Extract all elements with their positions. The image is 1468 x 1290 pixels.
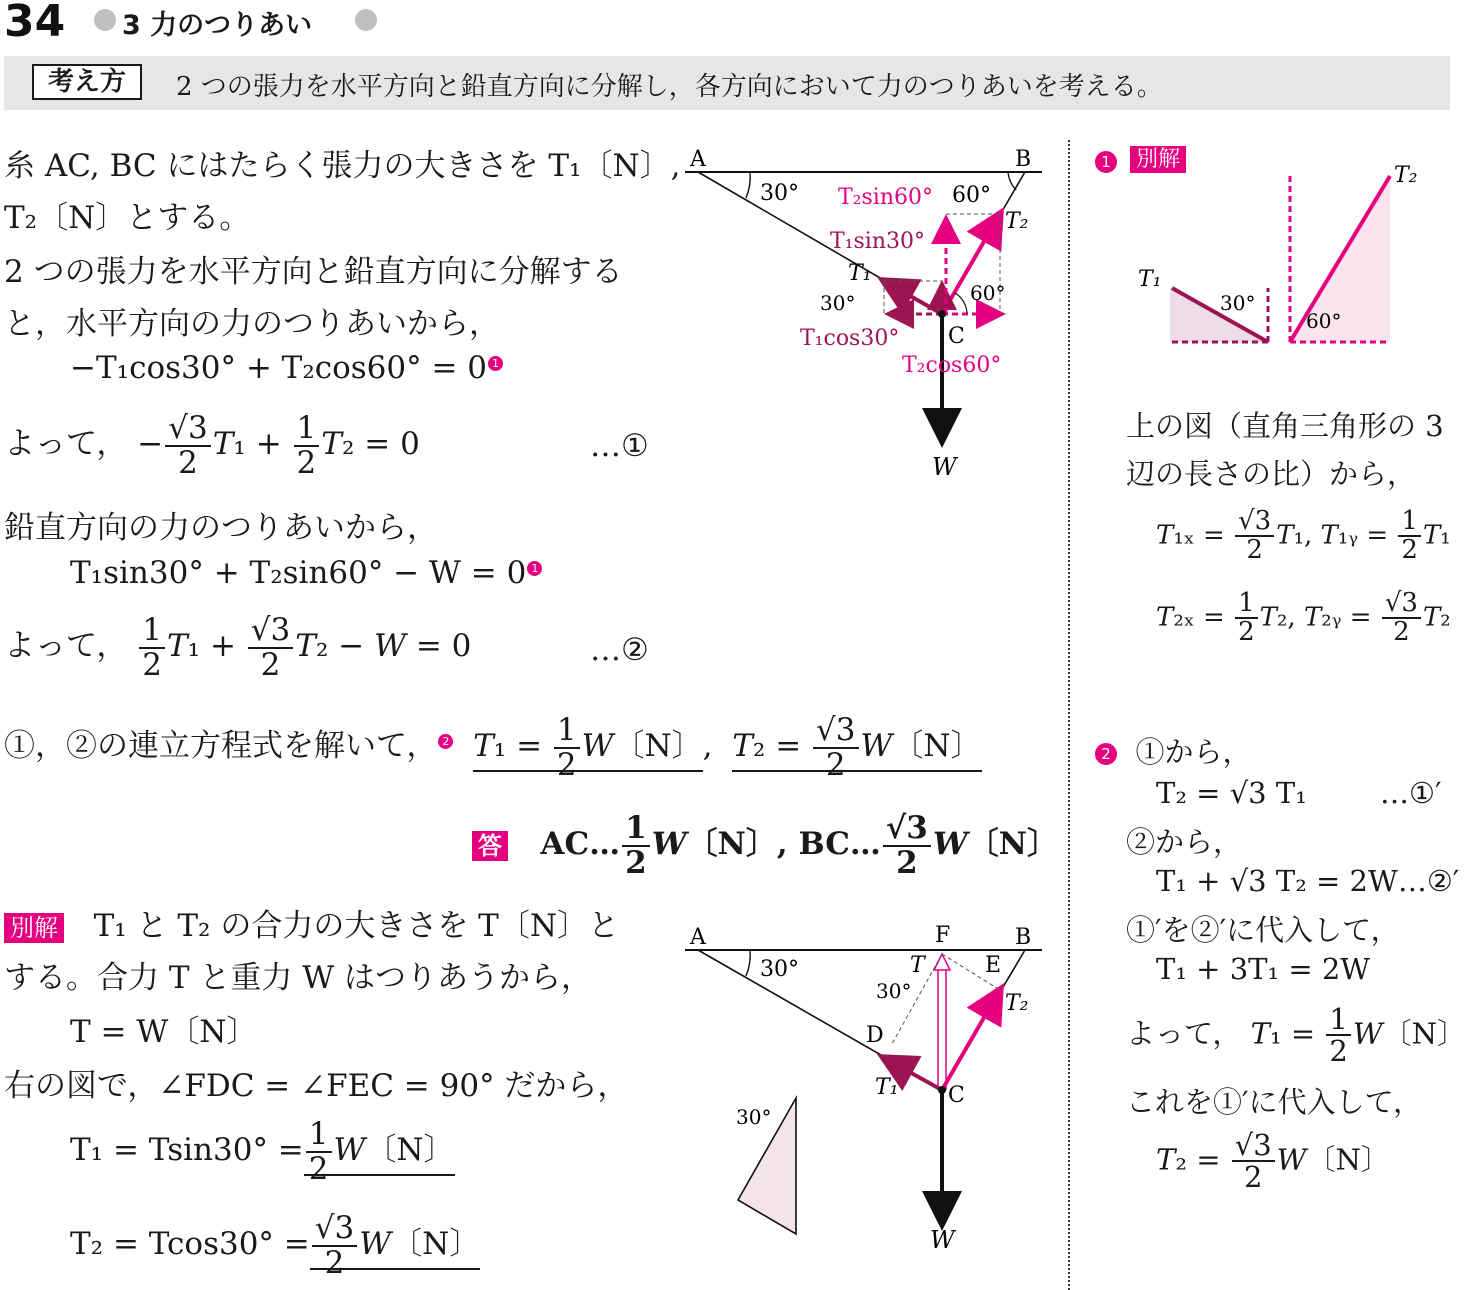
side-label-60: 60° <box>1306 309 1342 333</box>
yotte-label-2: よって， <box>4 628 128 665</box>
d2-label-b: B <box>1015 925 1032 950</box>
problem-number: 34 <box>4 0 66 47</box>
side-marker-1: 1 <box>1095 151 1117 173</box>
label-ang30: 30° <box>760 181 799 206</box>
main-p3: 2 つの張力を水平方向と鉛直方向に分解する <box>4 254 623 290</box>
force-diagram-2 <box>680 918 1060 1258</box>
alt-text-1: T₁ と T₂ の合力の大きさを T〔N〕と <box>93 908 619 944</box>
fraction-1-2: $\frac{1}{2}$ <box>294 412 320 479</box>
side2-eq3: T₁ + 3T₁ = 2W <box>1156 952 1371 986</box>
alt-badge: 別解 <box>4 913 64 943</box>
label-t2sin: T₂sin60° <box>838 185 933 210</box>
equation-ref-2: …② <box>590 632 649 668</box>
answer-line: 答 AC… $\frac{1}{2}$ W〔N〕, BC… $\frac{√3}{2}$ W〔N〕 <box>472 812 1058 879</box>
d2-label-t2: T₂ <box>1005 991 1029 1016</box>
d2-label-a: A <box>690 925 706 950</box>
side2-p1 <box>1094 730 1251 771</box>
alt-p2: する。合力 T と重力 W はつりあうから， <box>4 960 592 996</box>
main-p2: T₂〔N〕とする。 <box>4 200 251 236</box>
side2-p3: ①′を②′に代入して， <box>1126 913 1400 947</box>
alt-p4: 右の図で，∠FDC = ∠FEC = 90° だから， <box>4 1068 629 1104</box>
side2-p5: これを①′に代入して， <box>1126 1085 1423 1119</box>
vertical-equation-text: T₁sin30° + T₂sin60° − W = 0 <box>70 555 527 591</box>
answer-ac: AC… <box>540 826 621 863</box>
approach-label: 考え方 <box>32 64 142 100</box>
alt-eq-t1-text: T₁ = Tsin30° = <box>70 1132 304 1169</box>
d2-label-d: D <box>866 1023 884 1048</box>
label-t2: T₂ <box>1005 209 1029 234</box>
alt-eq-t2-text: T₂ = Tcos30° = <box>70 1226 310 1263</box>
approach-text: 2 つの張力を水平方向と鉛直方向に分解し，各方向において力のつりあいを考える。 <box>176 72 1163 102</box>
d2-label-c: C <box>948 1083 965 1108</box>
label-c: C <box>948 324 965 349</box>
t1-arrow <box>884 281 942 314</box>
label-t1: T₁ <box>848 261 872 286</box>
force-diagram-1 <box>680 140 1060 490</box>
alt-p1 <box>4 900 619 945</box>
side1-badge: 別解 <box>1130 146 1186 173</box>
solve-intro: ①，②の連立方程式を解いて， <box>4 728 438 765</box>
d2-label-ang30b: 30° <box>876 979 912 1003</box>
label-t1sin: T₁sin30° <box>830 229 925 254</box>
answer-bc: BC… <box>798 826 881 863</box>
header-bullet-right <box>355 9 377 31</box>
label-ang60b: 60° <box>970 281 1006 305</box>
horizontal-equation-text: −T₁cos30° + T₂cos60° = 0 <box>70 350 488 386</box>
solution-t1: T₁ = $\frac{1}{2}$ W〔N〕 <box>473 712 703 783</box>
side2-p4: よって， T₁ = $\frac{1}{2}$ W〔N〕 <box>1126 1002 1467 1069</box>
side-marker-2: 2 <box>1095 743 1117 765</box>
label-t2cos: T₂cos60° <box>902 353 1002 378</box>
side1-eq-b: T₂ₓ = $\frac{1}{2}$ T₂, T₂ᵧ = $\frac{√3}{2}$ T₂ <box>1156 588 1451 648</box>
resultant-t-arrow <box>934 954 950 970</box>
side2-eq2: T₁ + √3 T₂ = 2W…②′ <box>1156 864 1460 898</box>
side-label-30: 30° <box>1220 291 1256 315</box>
solve-line: ①，②の連立方程式を解いて， 2 T₁ = $\frac{1}{2}$ W〔N〕, T₂ = $\frac{√3}{2}$ W〔N〕 <box>4 712 982 783</box>
chapter-title: 3 力のつりあい <box>122 10 313 41</box>
side1-p1: 上の図（直角三角形の 3 <box>1126 409 1444 443</box>
header-bullet-left <box>94 9 116 31</box>
side2-p4-text: よって， <box>1126 1016 1242 1051</box>
eq-line-2: よって， $\frac{1}{2}$ T₁ + $\frac{√3}{2}$ T₂ − W = 0 <box>4 612 472 683</box>
main-p1: 糸 AC, BC にはたらく張力の大きさを T₁〔N〕, <box>4 148 681 184</box>
equation-ref-1: …① <box>590 428 649 464</box>
side2-p2: ②から， <box>1126 825 1243 859</box>
solution-t2: T₂ = $\frac{√3}{2}$ W〔N〕 <box>732 712 982 783</box>
side-label-t2: T₂ <box>1394 163 1418 188</box>
d2-label-w: W <box>930 1226 955 1254</box>
approach-box <box>4 56 1450 110</box>
column-divider <box>1068 140 1070 1290</box>
label-a: A <box>690 147 706 172</box>
d2-label-ang30: 30° <box>760 957 799 982</box>
alt-eq-t1: T₁ = Tsin30° = $\frac{1}{2}$ W〔N〕 <box>70 1116 455 1187</box>
answer-badge: 答 <box>472 831 508 861</box>
d2-label-e: E <box>985 953 1002 978</box>
side1-p2: 辺の長さの比）から， <box>1126 457 1417 491</box>
eq-line-1: よって， − $\frac{√3}{2}$ T₁ + $\frac{1}{2}$ T₂ = 0 <box>4 410 420 481</box>
side2-ref1: …①′ <box>1380 776 1442 810</box>
d2-label-t: T <box>910 953 925 978</box>
yotte-label: よって， <box>4 426 128 463</box>
alt-p3: T = W〔N〕 <box>70 1014 258 1050</box>
horizontal-equation <box>70 350 503 386</box>
label-b: B <box>1015 147 1032 172</box>
label-w: W <box>932 453 957 481</box>
label-t1cos: T₁cos30° <box>800 326 900 351</box>
vertical-equation <box>70 555 542 591</box>
fraction-sqrt3-2b: $\frac{√3}{2}$ <box>248 614 293 681</box>
side2-p1-text: ①から， <box>1135 735 1252 769</box>
d2-label-f: F <box>935 923 951 948</box>
side2-final: T₂ = $\frac{√3}{2}$ W〔N〕 <box>1156 1128 1390 1195</box>
main-p4: と，水平方向の力のつりあいから， <box>4 306 500 342</box>
label-ang60: 60° <box>952 183 991 208</box>
tri-label-30: 30° <box>736 1105 772 1129</box>
main-p5: 鉛直方向の力のつりあいから， <box>4 510 438 546</box>
note-marker-1: 1 <box>488 356 503 371</box>
side2-eq1: T₂ = √3 T₁ <box>1156 776 1307 810</box>
alt-eq-t2: T₂ = Tcos30° = $\frac{√3}{2}$ W〔N〕 <box>70 1210 481 1281</box>
label-ang30b: 30° <box>820 291 856 315</box>
d2-label-t1: T₁ <box>875 1075 899 1100</box>
fraction-sqrt3-2: $\frac{√3}{2}$ <box>165 412 210 479</box>
component-triangles <box>1110 160 1450 390</box>
note-marker-1b: 1 <box>527 561 542 576</box>
side1-eq-a: T₁ₓ = $\frac{√3}{2}$ T₁, T₁ᵧ = $\frac{1}{2}$ T₁ <box>1156 506 1451 566</box>
side-label-t1: T₁ <box>1138 267 1162 292</box>
fraction-1-2b: $\frac{1}{2}$ <box>139 614 165 681</box>
note-marker-2: 2 <box>438 734 453 749</box>
